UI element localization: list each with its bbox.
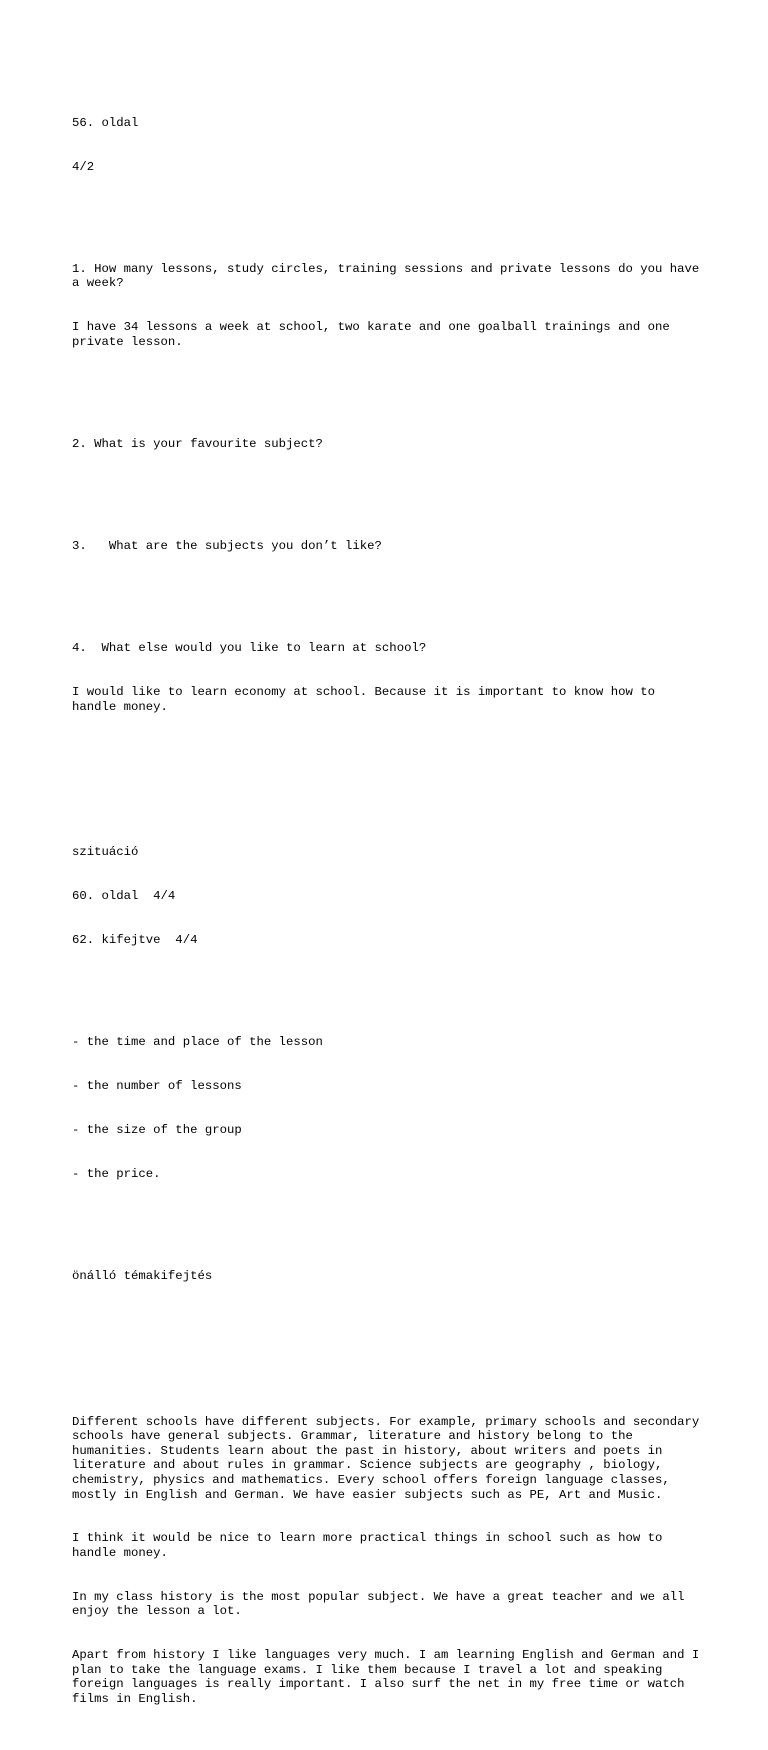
essay-paragraph: Apart from history I like languages very much. I am learning English and German and I plan to take the language exams. I like them because I travel a lot and speaking foreign languages is really important. I also surf the net in my free time or watch films in English. (72, 1648, 707, 1706)
blank-line (72, 203, 702, 218)
bullet-item: - the number of lessons (72, 1078, 242, 1093)
question-4: 4. What else would you like to learn at school? (72, 641, 427, 656)
document-body (72, 72, 707, 1750)
bullet-item: - the size of the group (72, 1122, 242, 1137)
blank-line (72, 1312, 702, 1327)
blank-line (72, 481, 702, 496)
blank-line (72, 787, 702, 802)
blank-line (72, 583, 702, 598)
answer-1: I have 34 lessons a week at school, two karate and one goalball trainings and one private lesson. (72, 320, 678, 349)
answer-4: I would like to learn economy at school. Because it is important to know how to handle money. (72, 684, 663, 714)
page-reference: 56. oldal (72, 115, 139, 130)
situation-line-2: 62. kifejtve 4/4 (72, 933, 198, 948)
situation-title: szituáció (72, 845, 139, 860)
situation-line-1: 60. oldal 4/4 (72, 889, 176, 904)
blank-line (72, 743, 702, 758)
blank-line (72, 977, 702, 992)
essay-paragraph: Different schools have different subjects. For example, primary schools and secondary schools have general subjects. Grammar, literature and history belong to the humanities. Students learn about the past in history, about writers and poets in literature and about rules in grammar. Science subjects are geography , biology, chemistry, physics and mathematics. Every school offers foreign language classes, mostly in English and German. We have easier subjects such as PE, Art and Music. (72, 1414, 707, 1502)
question-1: 1. How many lessons, study circles, training sessions and private lessons do you have a week? (72, 261, 707, 291)
blank-line (72, 1356, 702, 1371)
essay-title: önálló témakifejtés (72, 1268, 213, 1283)
essay-paragraph: I think it would be nice to learn more practical things in school such as how to handle money. (72, 1531, 670, 1560)
question-2: 2. What is your favourite subject? (72, 436, 323, 451)
blank-line (72, 1210, 702, 1225)
bullet-item: - the time and place of the lesson (72, 1035, 323, 1050)
essay-paragraph: In my class history is the most popular subject. We have a great teacher and we all enjoy the lesson a lot. (72, 1589, 692, 1619)
score: 4/2 (72, 159, 95, 174)
blank-line (72, 378, 702, 393)
bullet-item: - the price. (72, 1166, 161, 1181)
question-3: 3. What are the subjects you don’t like? (72, 539, 382, 553)
